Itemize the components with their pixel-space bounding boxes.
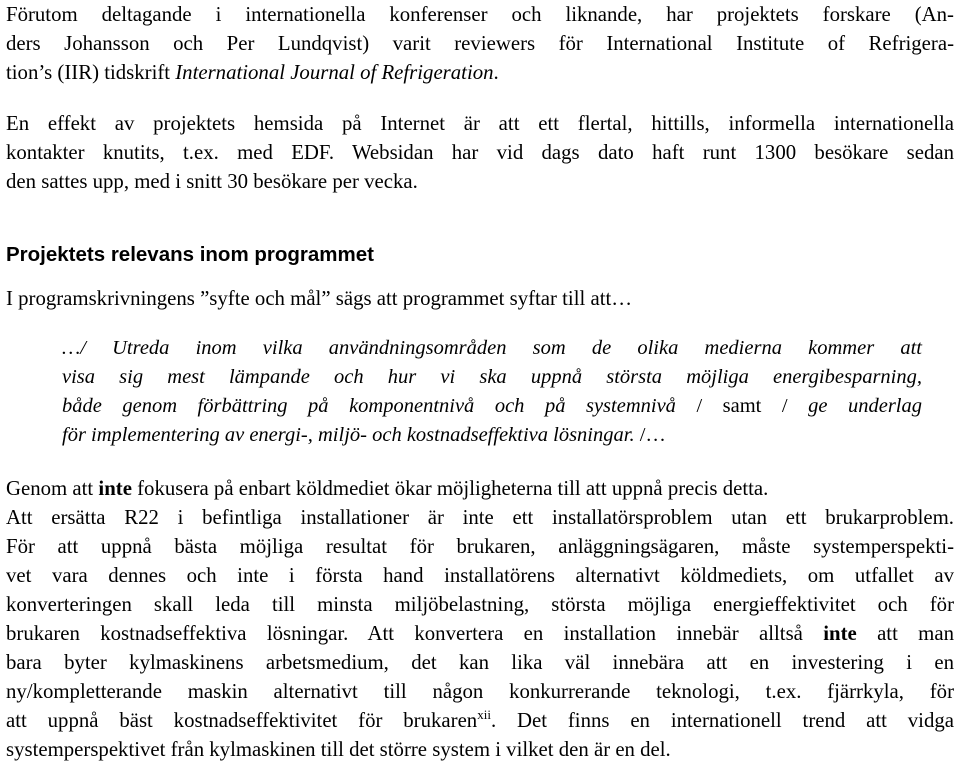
text-line <box>6 58 954 87</box>
quote-line <box>62 392 922 421</box>
quote-text: visa sig mest lämpande och hur vi ska uppnå största möjliga energibesparning, <box>62 366 922 388</box>
text-line: konverteringen skall leda till minsta miljöbelastning, största möjliga energieffektivitet och för <box>6 593 954 616</box>
journal-title: International Journal of Refrigeration <box>175 61 494 84</box>
section-heading: Projektets relevans inom programmet <box>6 243 374 266</box>
text-line: ny/kompletterande maskin alternativt till någon konkurrerande teknologi, t.ex. fjärrkyla, för <box>6 680 954 703</box>
text-line <box>6 474 954 503</box>
text-line: ders Johansson och Per Lundqvist) varit reviewers för International Institute of Refrigera- <box>6 32 954 55</box>
text-line: En effekt av projektets hemsida på Internet är att ett flertal, hittills, informella internationella <box>6 112 954 135</box>
quote-separator: / samt / <box>675 395 809 417</box>
footnote-marker[interactable]: xii <box>477 707 491 723</box>
text-line: Förutom deltagande i internationella konferenser och liknande, har projektets forskare (An- <box>6 3 954 26</box>
text-line: Att ersätta R22 i befintliga installationer är inte ett installatörsproblem utan ett brukarproblem. <box>6 506 954 529</box>
emphasis-text: inte <box>98 477 132 500</box>
quote-line <box>62 421 922 450</box>
paragraph-website <box>6 109 954 196</box>
text-segment: brukaren kostnadseffektiva lösningar. Att konvertera en installation innebär alltså <box>6 622 824 645</box>
quote-text: både genom förbättring på komponentnivå och på systemnivå <box>62 395 676 417</box>
text-segment: att uppnå bäst kostnadseffektivitet för brukaren <box>6 709 478 732</box>
text-line: den sattes upp, med i snitt 30 besökare per vecka. <box>6 170 418 193</box>
paragraph-intro <box>6 284 954 313</box>
quote-text: för implementering av energi-, miljö- och kostnadseffektiva lösningar. <box>62 424 635 446</box>
text-segment: att man <box>856 622 954 645</box>
program-quote <box>62 334 922 450</box>
text-line: kontakter knutits, t.ex. med EDF. Websidan har vid dags dato haft runt 1300 besökare sedan <box>6 141 954 164</box>
text-segment: fokusera på enbart köldmediet ökar möjligheterna till att uppnå precis detta. <box>131 477 769 500</box>
paragraph-analysis <box>6 474 954 764</box>
paragraph-conferences <box>6 0 954 87</box>
quote-text: ge underlag <box>808 395 922 417</box>
emphasis-text: inte <box>823 622 857 645</box>
quote-line <box>62 363 922 392</box>
text-segment: . <box>493 61 499 84</box>
text-segment: tion’s (IIR) tidskrift <box>6 61 176 84</box>
text-line: I programskrivningens ”syfte och mål” sägs att programmet syftar till att… <box>6 287 633 310</box>
text-segment: Genom att <box>6 477 99 500</box>
text-line <box>6 706 954 735</box>
text-line: För att uppnå bästa möjliga resultat för brukaren, anläggningsägaren, måste systemperspekti- <box>6 535 954 558</box>
text-line: bara byter kylmaskinens arbetsmedium, det kan lika väl innebära att en investering i en <box>6 651 954 674</box>
text-line: vet vara dennes och inte i första hand installatörens alternativt köldmediets, om utfallet av <box>6 564 954 587</box>
text-line <box>6 619 954 648</box>
quote-line <box>62 334 922 363</box>
quote-separator: /… <box>634 424 666 446</box>
text-segment: . Det finns en internationell trend att vidga <box>490 709 954 732</box>
quote-text: …/ Utreda inom vilka användningsområden som de olika medierna kommer att <box>62 337 922 359</box>
text-line: systemperspektivet från kylmaskinen till det större system i vilket den är en del. <box>6 738 671 761</box>
